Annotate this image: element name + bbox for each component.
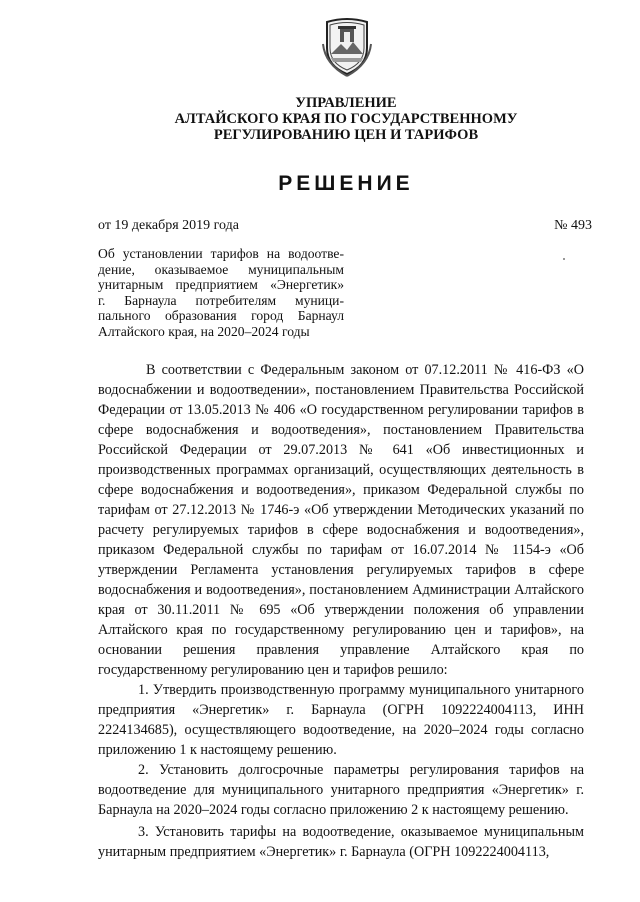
- decision-date: от 19 декабря 2019 года: [98, 218, 239, 233]
- subject-line: Алтайского края, на 2020–2024 годы: [98, 323, 310, 339]
- subject-line: пального образования город Барнаул: [98, 308, 344, 323]
- subject-line: унитарным предприятием «Энергетик»: [98, 277, 344, 292]
- decision-number: № 493: [554, 218, 592, 233]
- coat-of-arms-emblem: [321, 14, 373, 78]
- document-title: РЕШЕНИЕ: [278, 172, 414, 195]
- decision-body: [98, 360, 584, 862]
- authority-line-2: АЛТАЙСКОГО КРАЯ ПО ГОСУДАРСТВЕННОМУ: [174, 111, 518, 127]
- authority-line-1: УПРАВЛЕНИЕ: [295, 95, 397, 111]
- subject-line: Об установлении тарифов на водоотве-: [98, 246, 344, 261]
- authority-line-3: РЕГУЛИРОВАНИЮ ЦЕН И ТАРИФОВ: [213, 127, 479, 143]
- preamble-paragraph: В соответствии с Федеральным законом от 07.12.2011 № 416-ФЗ «О водоснабжении и водоотведении», постановлением Правительства Российской Федерации от 13.05.2013 № 406 «О государственном регулировании тарифов в сфере водоснабжения и водоотведения», постановлением Правительства Российской Федерации от 29.07.2013 № 641 «Об инвестиционных и производственных программах организаций, осуществляющих деятельность в сфере водоснабжения и водоотведения», приказом Федеральной службы по тарифам от 27.12.2013 № 1746-э «Об утверждении Методических указаний по расчету регулируемых тарифов в сфере водоснабжения и водоотведения», приказом Федеральной службы по тарифам от 16.07.2014 № 1154-э «Об утверждении Регламента установления регулируемых тарифов в сфере водоснабжения и водоотведения», постановлением Администрации Алтайского края от 30.11.2011 № 695 «Об утверждении положения об управлении Алтайского края по государственному регулированию цен и тарифов», на основании решения правления управление Алтайского края по государственному регулированию цен и тарифов решило:: [98, 362, 584, 678]
- item-2-paragraph: 2. Установить долгосрочные параметры регулирования тарифов на водоотведение для муниципального унитарного предприятия «Энергетик» г. Барнаула на 2020–2024 годы согласно приложению 2 к настоящему решению.: [98, 762, 584, 818]
- subject-line: дение, оказываемое муниципальным: [98, 261, 344, 277]
- subject-line: г. Барнаула потребителям муници-: [98, 292, 344, 308]
- decision-subject: [98, 246, 344, 339]
- issuing-authority: [150, 95, 542, 143]
- item-1-paragraph: 1. Утвердить производственную программу муниципального унитарного предприятия «Энергетик» г. Барнаула (ОГРН 1092224004113, ИНН 2224134685), осуществляющего водоотведение, на 2020–2024 годы согласно приложению 1 к настоящему решению.: [98, 682, 584, 758]
- scan-speck: [563, 258, 565, 260]
- item-3-paragraph: 3. Установить тарифы на водоотведение, оказываемое муниципальным унитарным предприятием «Энергетик» г. Барнаула (ОГРН 1092224004113,: [98, 824, 584, 860]
